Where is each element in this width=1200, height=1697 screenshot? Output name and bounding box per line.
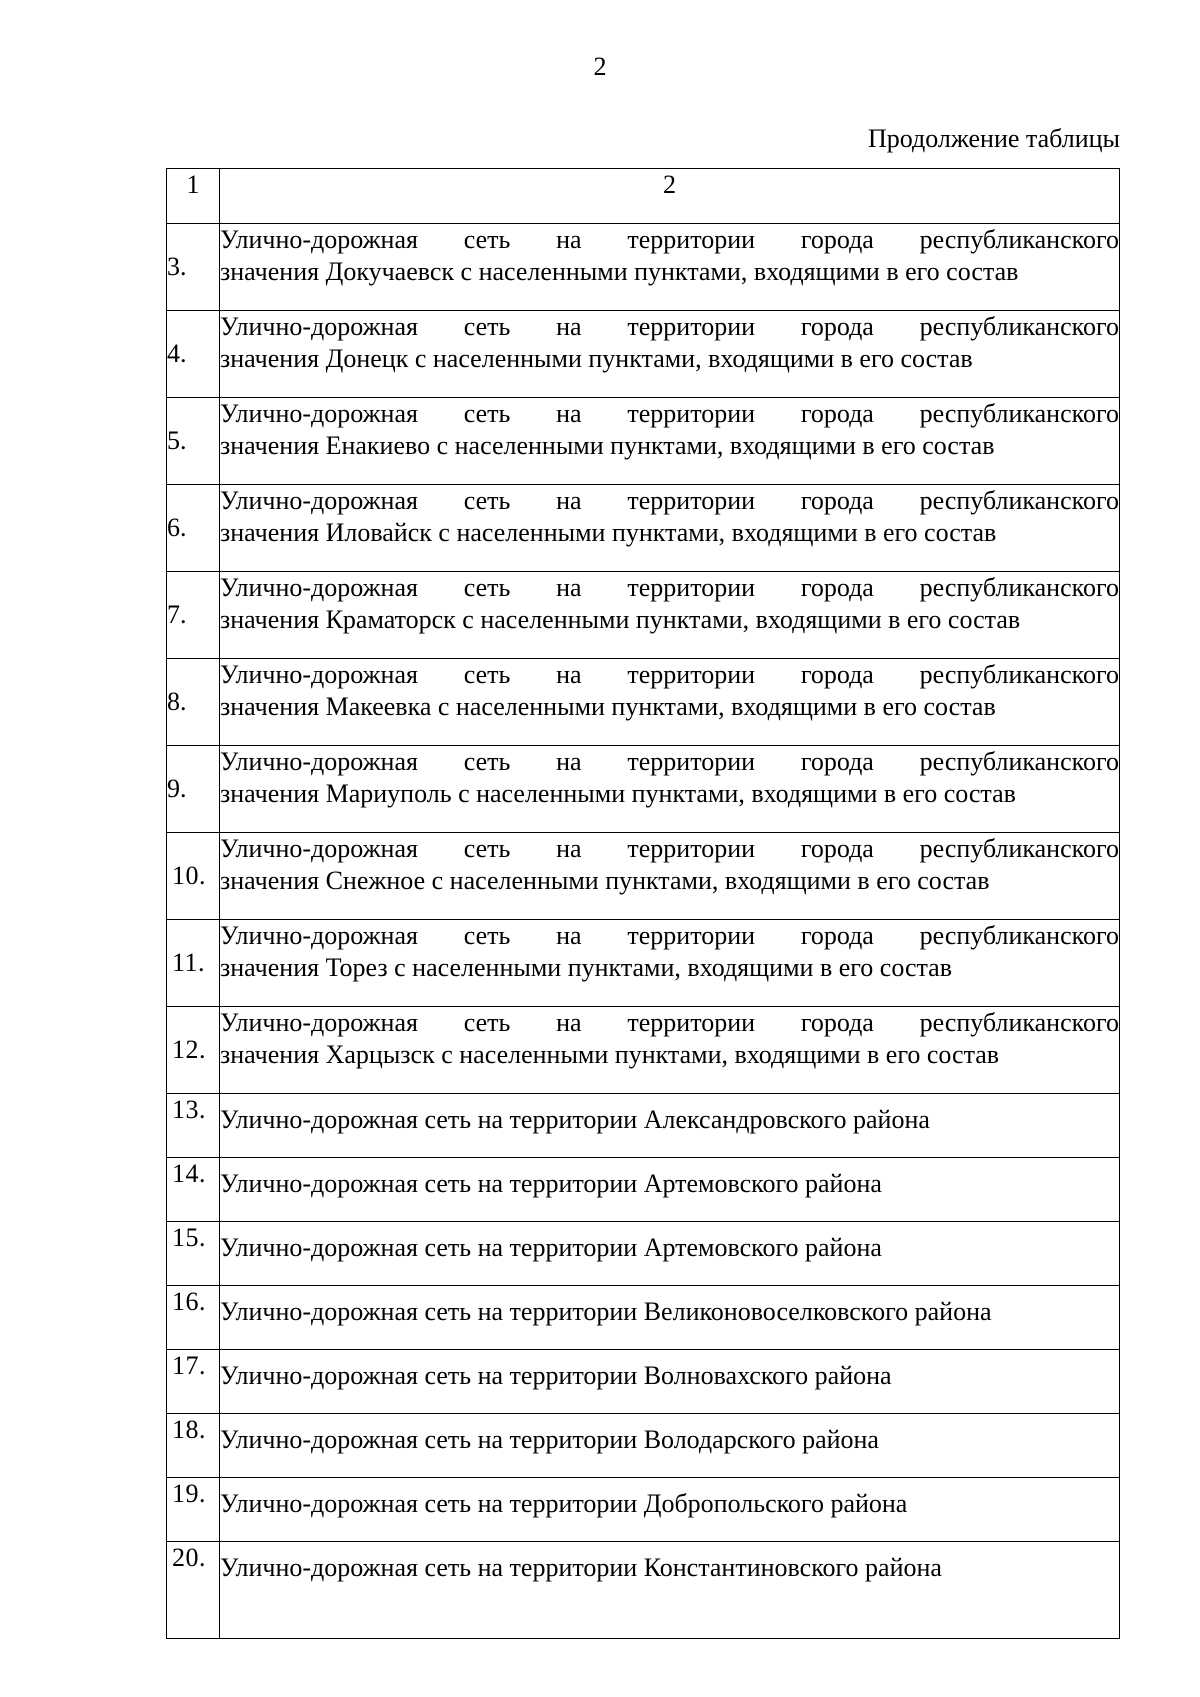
description-word: республиканского — [919, 1008, 1119, 1037]
description-word: республиканского — [919, 312, 1119, 341]
description-line-2: значения Енакиево с населенными пунктами, входящими в его состав — [220, 431, 995, 460]
description-word: на — [556, 1008, 582, 1037]
description-word: на — [556, 834, 582, 863]
table-row — [167, 1542, 1120, 1639]
description-line-2: значения Торез с населенными пунктами, входящими в его состав — [220, 953, 952, 982]
row-description — [220, 833, 1120, 920]
description-word: города — [800, 312, 874, 341]
description-word: территории — [627, 573, 756, 602]
description-word: на — [556, 225, 582, 254]
description-word: сеть — [463, 747, 511, 776]
description-line-2: значения Донецк с населенными пунктами, входящими в его состав — [220, 344, 973, 373]
row-description — [220, 572, 1120, 659]
table-row — [167, 398, 1120, 485]
description-word: города — [800, 573, 874, 602]
description-text: Улично-дорожная сеть на территории Константиновского района — [220, 1553, 942, 1582]
row-description — [220, 311, 1120, 398]
row-description — [220, 485, 1120, 572]
description-word: города — [800, 486, 874, 515]
row-number: 7. — [167, 572, 220, 659]
row-number: 8. — [167, 659, 220, 746]
table-row — [167, 746, 1120, 833]
description-word: территории — [627, 486, 756, 515]
table-row — [167, 1222, 1120, 1286]
description-word: города — [800, 747, 874, 776]
description-line-1 — [220, 224, 1119, 256]
row-number: 10. — [167, 833, 220, 920]
description-word: Улично-дорожная — [220, 660, 418, 689]
description-line-1 — [220, 659, 1119, 691]
roads-table — [166, 168, 1120, 1639]
description-text: Улично-дорожная сеть на территории Артемовского района — [220, 1169, 882, 1198]
row-number: 16. — [167, 1286, 220, 1350]
row-description — [220, 1286, 1120, 1350]
row-number: 18. — [167, 1414, 220, 1478]
table-row — [167, 1414, 1120, 1478]
description-word: Улично-дорожная — [220, 747, 418, 776]
table-row — [167, 224, 1120, 311]
description-word: на — [556, 660, 582, 689]
table-row — [167, 1158, 1120, 1222]
row-number: 14. — [167, 1158, 220, 1222]
row-description — [220, 1350, 1120, 1414]
row-description — [220, 224, 1120, 311]
description-word: территории — [627, 225, 756, 254]
description-word: территории — [627, 399, 756, 428]
description-word: города — [800, 660, 874, 689]
description-line-2: значения Иловайск с населенными пунктами, входящими в его состав — [220, 518, 997, 547]
row-number: 17. — [167, 1350, 220, 1414]
description-word: сеть — [463, 573, 511, 602]
description-word: Улично-дорожная — [220, 1008, 418, 1037]
description-word: территории — [627, 1008, 756, 1037]
table-row — [167, 833, 1120, 920]
description-word: территории — [627, 660, 756, 689]
description-word: на — [556, 747, 582, 776]
description-word: Улично-дорожная — [220, 834, 418, 863]
description-word: города — [800, 225, 874, 254]
table-row — [167, 311, 1120, 398]
description-word: территории — [627, 921, 756, 950]
table-row — [167, 572, 1120, 659]
description-text: Улично-дорожная сеть на территории Володарского района — [220, 1425, 879, 1454]
description-line-1 — [220, 398, 1119, 430]
row-description — [220, 746, 1120, 833]
description-word: города — [800, 1008, 874, 1037]
row-number: 12. — [167, 1007, 220, 1094]
description-word: сеть — [463, 921, 511, 950]
table-header-row — [167, 169, 1120, 224]
description-word: Улично-дорожная — [220, 312, 418, 341]
row-description — [220, 1478, 1120, 1542]
row-description — [220, 659, 1120, 746]
description-line-1 — [220, 746, 1119, 778]
description-word: республиканского — [919, 399, 1119, 428]
description-word: сеть — [463, 399, 511, 428]
row-number: 3. — [167, 224, 220, 311]
row-description — [220, 1158, 1120, 1222]
row-description — [220, 398, 1120, 485]
table-continuation-caption: Продолжение таблицы — [868, 124, 1120, 153]
description-word: на — [556, 486, 582, 515]
description-word: на — [556, 573, 582, 602]
description-word: города — [800, 399, 874, 428]
row-number: 4. — [167, 311, 220, 398]
description-word: Улично-дорожная — [220, 225, 418, 254]
description-word: на — [556, 921, 582, 950]
description-word: города — [800, 921, 874, 950]
description-line-1 — [220, 485, 1119, 517]
table-row — [167, 1286, 1120, 1350]
description-text: Улично-дорожная сеть на территории Артемовского района — [220, 1233, 882, 1262]
header-cell-description: 2 — [220, 169, 1120, 224]
page-number: 2 — [593, 52, 607, 81]
description-word: на — [556, 312, 582, 341]
row-number: 6. — [167, 485, 220, 572]
row-description — [220, 1222, 1120, 1286]
header-cell-number: 1 — [167, 169, 220, 224]
description-line-2: значения Снежное с населенными пунктами, входящими в его состав — [220, 866, 990, 895]
description-line-2: значения Макеевка с населенными пунктами, входящими в его состав — [220, 692, 996, 721]
description-word: республиканского — [919, 660, 1119, 689]
table-row — [167, 1478, 1120, 1542]
row-number: 13. — [167, 1094, 220, 1158]
description-line-2: значения Харцызск с населенными пунктами, входящими в его состав — [220, 1040, 1000, 1069]
table-row — [167, 1007, 1120, 1094]
row-description — [220, 1007, 1120, 1094]
description-word: республиканского — [919, 225, 1119, 254]
description-line-1 — [220, 572, 1119, 604]
description-word: республиканского — [919, 573, 1119, 602]
row-description — [220, 1094, 1120, 1158]
description-text: Улично-дорожная сеть на территории Добропольского района — [220, 1489, 908, 1518]
description-word: территории — [627, 747, 756, 776]
table-row — [167, 1350, 1120, 1414]
description-line-1 — [220, 920, 1119, 952]
description-word: республиканского — [919, 921, 1119, 950]
row-number: 9. — [167, 746, 220, 833]
description-word: республиканского — [919, 747, 1119, 776]
description-word: сеть — [463, 225, 511, 254]
description-line-1 — [220, 1007, 1119, 1039]
description-word: Улично-дорожная — [220, 573, 418, 602]
description-word: города — [800, 834, 874, 863]
table-row — [167, 659, 1120, 746]
row-number: 20. — [167, 1542, 220, 1639]
description-word: сеть — [463, 834, 511, 863]
description-word: республиканского — [919, 486, 1119, 515]
row-description — [220, 1542, 1120, 1639]
row-number: 19. — [167, 1478, 220, 1542]
row-description — [220, 1414, 1120, 1478]
description-word: Улично-дорожная — [220, 921, 418, 950]
description-line-2: значения Краматорск с населенными пунктами, входящими в его состав — [220, 605, 1021, 634]
description-line-2: значения Мариуполь с населенными пунктами, входящими в его состав — [220, 779, 1016, 808]
row-number: 5. — [167, 398, 220, 485]
description-text: Улично-дорожная сеть на территории Великоновоселковского района — [220, 1297, 992, 1326]
description-word: сеть — [463, 486, 511, 515]
description-text: Улично-дорожная сеть на территории Александровского района — [220, 1105, 930, 1134]
table-row — [167, 485, 1120, 572]
row-number: 15. — [167, 1222, 220, 1286]
description-word: территории — [627, 312, 756, 341]
table-row — [167, 1094, 1120, 1158]
description-line-1 — [220, 833, 1119, 865]
description-word: республиканского — [919, 834, 1119, 863]
description-line-2: значения Докучаевск с населенными пунктами, входящими в его состав — [220, 257, 1019, 286]
description-line-1 — [220, 311, 1119, 343]
row-number: 11. — [167, 920, 220, 1007]
description-word: на — [556, 399, 582, 428]
description-text: Улично-дорожная сеть на территории Волновахского района — [220, 1361, 892, 1390]
row-description — [220, 920, 1120, 1007]
description-word: сеть — [463, 660, 511, 689]
description-word: Улично-дорожная — [220, 399, 418, 428]
description-word: сеть — [463, 312, 511, 341]
description-word: Улично-дорожная — [220, 486, 418, 515]
description-word: территории — [627, 834, 756, 863]
table-row — [167, 920, 1120, 1007]
description-word: сеть — [463, 1008, 511, 1037]
